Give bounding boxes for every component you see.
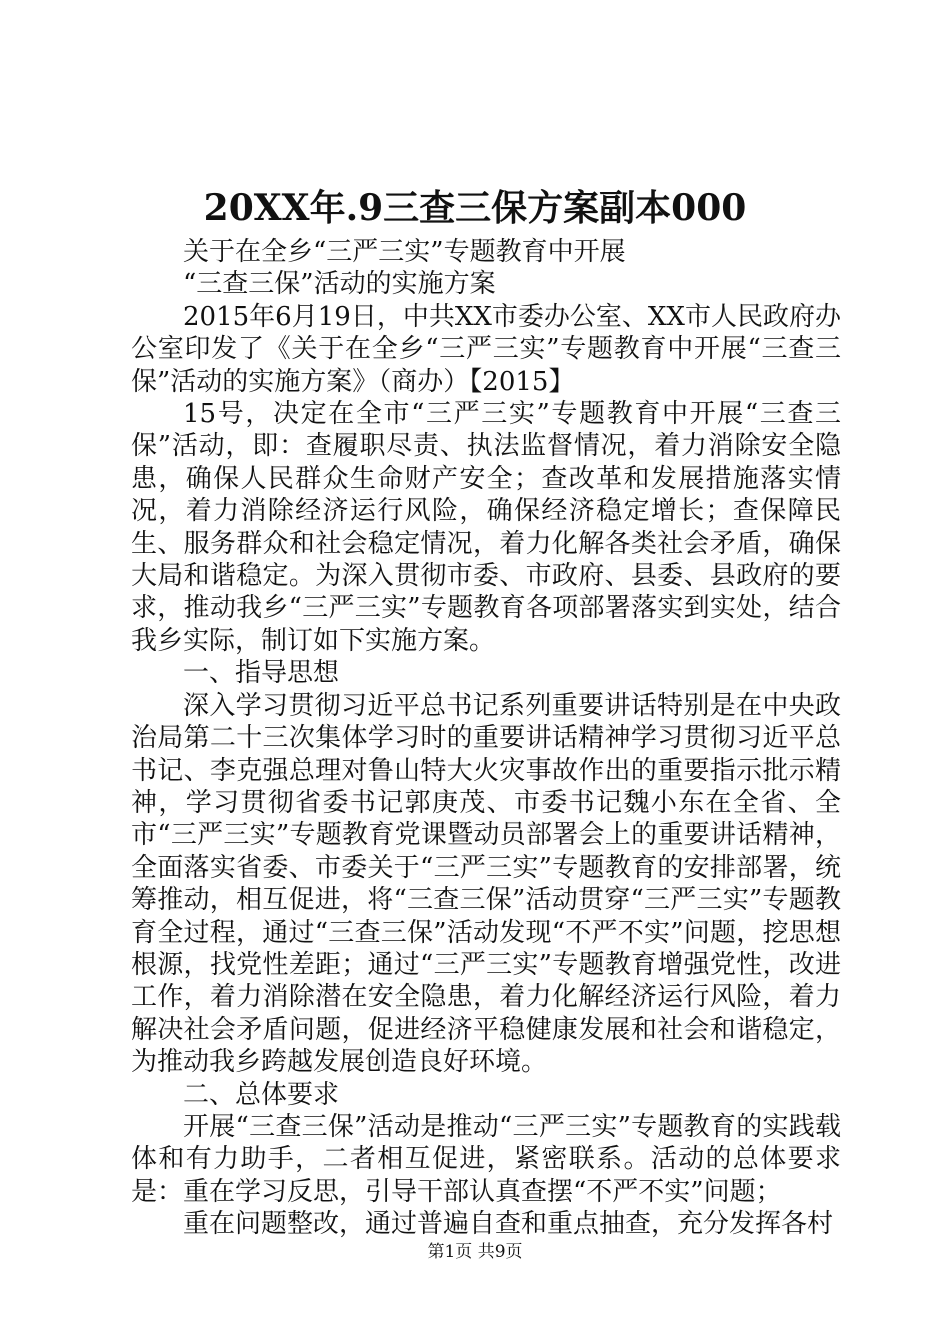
paragraph-decision: 15号，决定在全市“三严三实”专题教育中开展“三查三保”活动，即：查履职尽责、执法监督情况，着力消除安全隐患，确保人民群众生命财产安全；查改革和发展措施落实情况，着力消除经济运行风险，确保经济稳定增长；查保障民生、服务群众和社会稳定情况，着力化解各类社会矛盾，确保大局和谐稳定。为深入贯彻市委、市政府、县委、县政府的要求，推动我乡“三严三实”专题教育各项部署落实到实处，结合我乡实际，制订如下实施方案。: [131, 399, 841, 656]
document-title: 20XX年.9三查三保方案副本000: [203, 187, 747, 229]
subtitle-line-2: “三查三保”活动的实施方案: [183, 269, 496, 300]
paragraph-guiding-thought: 深入学习贯彻习近平总书记系列重要讲话特别是在中央政治局第二十三次集体学习时的重要讲话精神学习贯彻习近平总书记、李克强总理对鲁山特大火灾事故作出的重要指示批示精神，学习贯彻省委书记郭庚茂、市委书记魏小东在全省、全市“三严三实”专题教育党课暨动员部署会上的重要讲话精神，全面落实省委、市委关于“三严三实”专题教育的安排部署，统筹推动，相互促进，将“三查三保”活动贯穿“三严三实”专题教育全过程，通过“三查三保”活动发现“不严不实”问题，挖思想根源，找党性差距；通过“三严三实”专题教育增强党性，改进工作，着力消除潜在安全隐患，着力化解经济运行风险，着力解决社会矛盾问题，促进经济平稳健康发展和社会和谐稳定，为推动我乡跨越发展创造良好环境。: [131, 690, 841, 1078]
paragraph-rectification: 重在问题整改，通过普遍自查和重点抽查，充分发挥各村: [183, 1209, 834, 1240]
page-number-footer: 第1页 共9页: [427, 1242, 523, 1262]
subtitle-line-1: 关于在全乡“三严三实”专题教育中开展: [183, 237, 626, 267]
document-body: [131, 236, 841, 1241]
section-heading-general-requirements: 二、总体要求: [183, 1079, 340, 1110]
paragraph-general-requirements: 开展“三查三保”活动是推动“三严三实”专题教育的实践载体和有力助手，二者相互促进，紧密联系。活动的总体要求是：重在学习反思，引导干部认真查摆“不严不实”问题；: [131, 1111, 841, 1207]
section-heading-guiding-thought: 一、指导思想: [183, 658, 340, 689]
paragraph-intro: 2015年6月19日，中共XX市委办公室、XX市人民政府办公室印发了《关于在全乡“三严三实”专题教育中开展“三查三保”活动的实施方案》（商办）【2015】: [131, 301, 841, 397]
